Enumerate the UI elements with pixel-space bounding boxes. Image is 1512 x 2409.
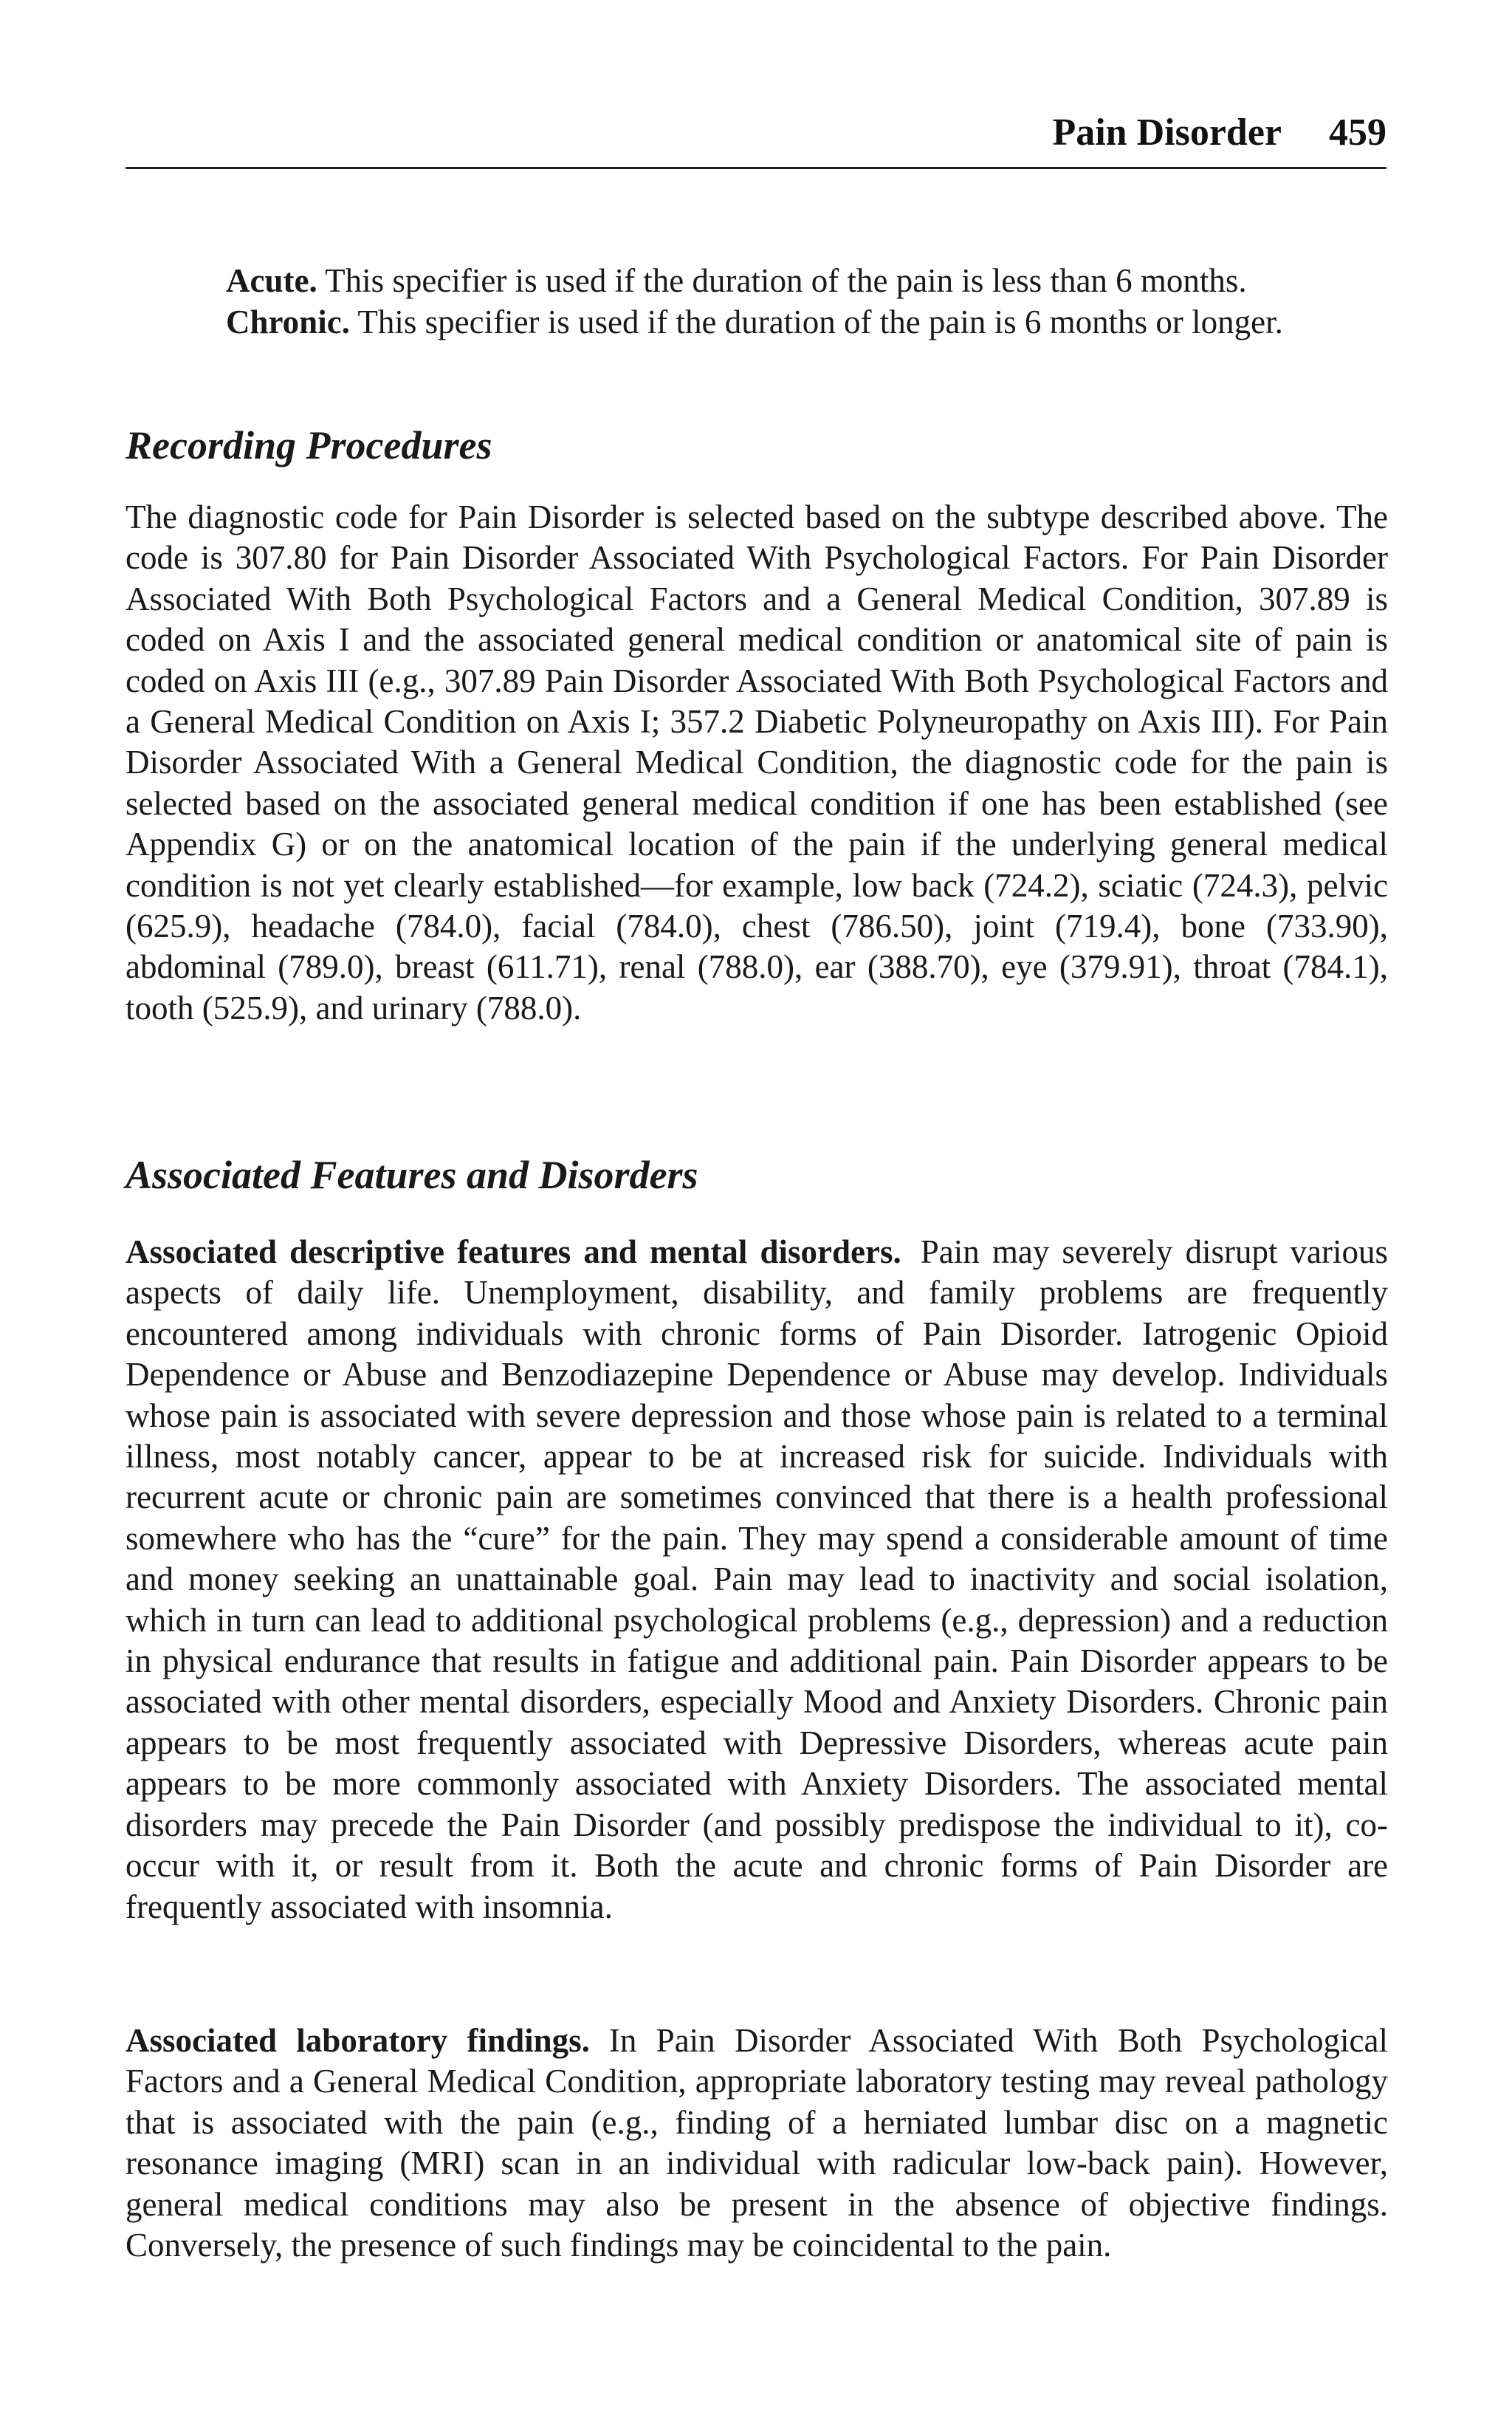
descriptive-features-text: Pain may severely disrupt various aspects of daily life. Unemployment, disability, and family problems are frequently encountered among individuals with chronic forms of Pain Disorder. Iatrogenic Opioid Dependence or Abuse and Benzodiazepine Dependence or Abuse may develop. Individuals whose pain is associated with severe depression and those whose pain is related to a terminal illness, most notably cancer, appear to be at increased risk for suicide. Individuals with recurrent acute or chronic pain are sometimes convinced that there is a health professional somewhere who has the “cure” for the pain. They may spend a considerable amount of time and money seeking an unattainable goal. Pain may lead to inactivity and social isolation, which in turn can lead to additional psychological problems (e.g., depression) and a reduction in physical endurance that results in fatigue and additional pain. Pain Disorder appears to be associated with other mental disorders, especially Mood and Anxiety Disorders. Chronic pain appears to be most frequently associated with Depressive Disorders, whereas acute pain appears to be more commonly associated with Anxiety Disorders. The associated mental disorders may precede the Pain Disorder (and possibly predispose the individual to it), co-occur with it, or result from it. Both the acute and chronic forms of Pain Disorder are frequently associated with insomnia. [126, 1233, 1389, 1925]
running-head-title: Pain Disorder [1052, 112, 1282, 154]
recording-procedures-paragraph: The diagnostic code for Pain Disorder is selected based on the subtype described above. The code is 307.80 for Pain Disorder Associated With Psychological Factors. For Pain Disorder Associated With Both Psychological Factors and a General Medical Condition, 307.89 is coded on Axis I and the associated general medical condition or anatomical site of pain is coded on Axis III (e.g., 307.89 Pain Disorder Associated With Both Psychological Factors and a General Medical Condition on Axis I; 357.2 Diabetic Polyneuropathy on Axis III). For Pain Disorder Associated With a General Medical Condition, the diagnostic code for the pain is selected based on the associated general medical condition if one has been established (see Appendix G) or on the anatomical location of the pain if the underlying general medical condition is not yet clearly established—for example, low back (724.2), sciatic (724.3), pelvic (625.9), headache (784.0), facial (784.0), chest (786.50), joint (719.4), bone (733.90), abdominal (789.0), breast (611.71), renal (788.0), ear (388.70), eye (379.91), throat (784.1), tooth (525.9), and urinary (788.0). [126, 498, 1388, 1027]
recording-procedures-heading: Recording Procedures [126, 423, 492, 467]
specifier-acute-label: Acute. [226, 262, 317, 299]
header-rule [126, 167, 1386, 169]
descriptive-features-paragraph [126, 1232, 1388, 1927]
page-number: 459 [1329, 112, 1386, 154]
laboratory-findings-paragraph [126, 2021, 1388, 2266]
laboratory-findings-text: In Pain Disorder Associated With Both Psychological Factors and a General Medical Condition, appropriate laboratory testing may reveal pathology that is associated with the pain (e.g., finding of a herniated lumbar disc on a magnetic resonance imaging (MRI) scan in an individual with radicular low-back pain). However, general medical conditions may also be present in the absence of objective findings. Conversely, the presence of such findings may be coincidental to the pain. [126, 2022, 1388, 2264]
descriptive-features-label: Associated descriptive features and mental disorders. [126, 1233, 901, 1270]
specifier-chronic-label: Chronic. [226, 304, 350, 340]
specifier-acute-text: This specifier is used if the duration of the pain is less than 6 months. [325, 262, 1247, 299]
associated-features-heading: Associated Features and Disorders [126, 1153, 698, 1197]
laboratory-findings-label: Associated laboratory findings. [126, 2022, 590, 2059]
specifier-acute [226, 260, 1392, 301]
running-head [1052, 111, 1386, 154]
specifier-chronic-text: This specifier is used if the duration of the pain is 6 months or longer. [357, 304, 1283, 340]
subtype-specifiers [226, 260, 1392, 343]
specifier-chronic [226, 301, 1392, 343]
